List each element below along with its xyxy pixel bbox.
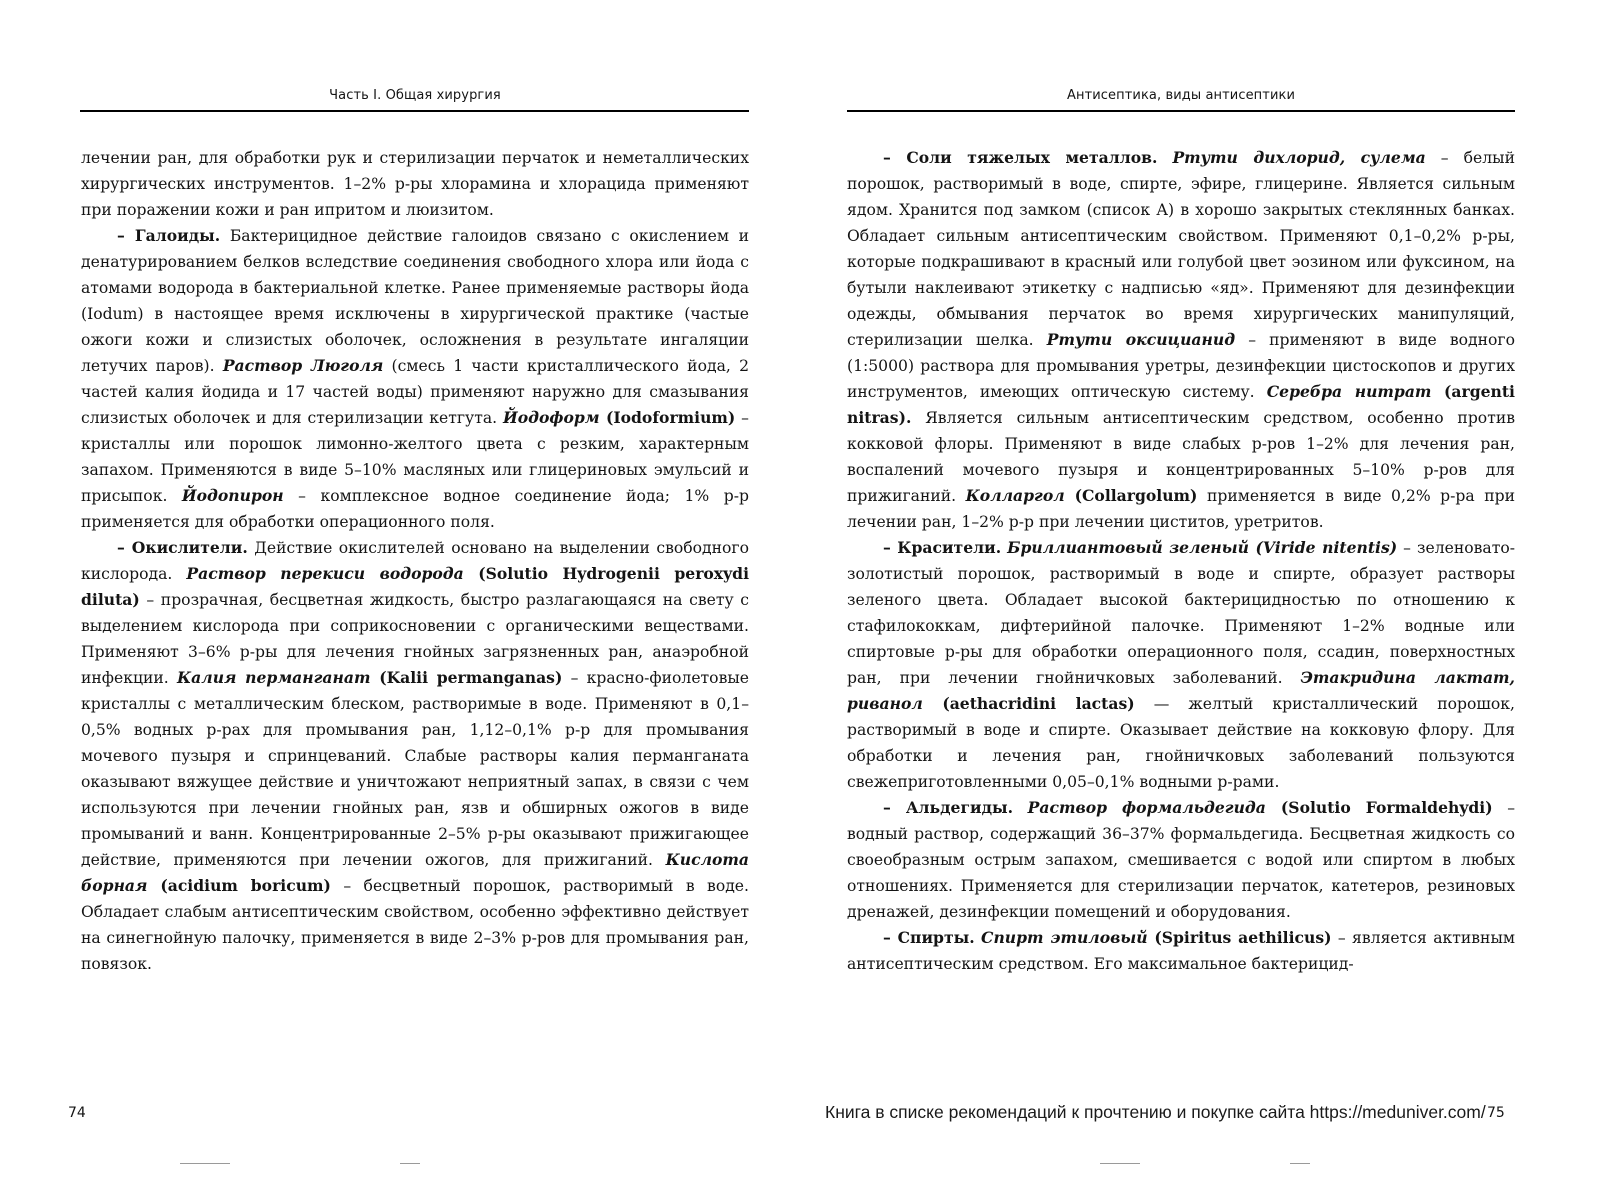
running-head: Часть I. Общая хирургия: [329, 88, 501, 103]
section-lead: – Окислители.: [117, 538, 248, 557]
text-run: [1013, 799, 1028, 817]
drug-name: Ртути оксицианид: [1046, 330, 1236, 349]
section-lead: – Альдегиды.: [883, 798, 1014, 817]
section-lead: – Красители.: [883, 538, 1002, 557]
text-run: – бесцветный порошок, растворимый в воде. Обладает слабым антисептическим свойством, особенно эффективно действует на синегнойную палочку, применяется в виде 2–3% р-ров для промывания ран, повязок.: [81, 877, 749, 973]
latin-name: (aethacridini lactas): [922, 694, 1135, 713]
website-watermark: Книга в списке рекомендаций к прочтению и покупке сайта https://meduniver.com/: [825, 1102, 1486, 1122]
paragraph-aldehydes: [847, 795, 1515, 925]
section-lead: – Спирты.: [883, 928, 975, 947]
header-rule: [80, 110, 749, 112]
latin-name: (acidium boricum): [147, 876, 331, 895]
text-run: – кристаллы или порошок лимонно-желтого цвета с резким, характерным запахом. Применяются в виде 5–10% масляных или глицериновых эмульсий и присыпок.: [81, 409, 749, 505]
running-head: Антисептика, виды антисептики: [1066, 88, 1295, 103]
text-run: – красно-фиолетовые кристаллы с металлическим блеском, растворимые в воде. Применяют в 0,1–0,5% водных р-рах для промывания ран, 1,12–0,1% р-р для промывания мочевого пузыря и спринцеваний. Слабые растворы калия перманганата оказывают вяжущее действие и уничтожают неприятный запах, в связи с чем используются при лечении гнойных ран, язв и обширных ожогов в виде промываний и ванн. Концентрированные 2–5% р-ры оказывают прижигающее действие, применяются при лечении ожогов, для прижиганий.: [81, 669, 749, 869]
header-rule: [847, 110, 1515, 112]
text-run: – комплексное водное соединение йода; 1% р-р применяется для обработки операционного поля.: [81, 487, 749, 531]
drug-name: Колларгол: [965, 486, 1065, 505]
section-lead: – Галоиды.: [117, 226, 221, 245]
latin-name: (Kalii permanganas): [370, 668, 563, 687]
drug-name: Раствор формальдегида: [1027, 798, 1266, 817]
drug-name: Бриллиантовый зеленый (Viride nitentis): [1007, 538, 1398, 557]
drug-name: Раствор Люголя: [222, 356, 384, 375]
section-lead: – Соли тяжелых металлов.: [883, 148, 1158, 167]
text-run: [1157, 149, 1172, 167]
right-page: [800, 0, 1600, 1190]
drug-name: Ртути дихлорид, сулема: [1172, 148, 1426, 167]
drug-name: Раствор перекиси водорода: [186, 564, 464, 583]
paragraph: лечении ран, для обработки рук и стерилизации перчаток и неметаллических хирургических инструментов. 1–2% р-ры хлорамина и хлорацида применяют при поражении кожи и ран ипритом и люизитом.: [81, 149, 749, 219]
paragraph-heavy-metals: [847, 145, 1515, 535]
text-run: (смесь 1 части кристаллического йода, 2 частей калия йодида и 17 частей воды) применяют наружно для смазывания слизистых оболочек и для стерилизации кетгута.: [81, 357, 749, 427]
drug-name: Серебра нитрат: [1266, 382, 1432, 401]
paragraph-haloids: [81, 223, 749, 535]
text-run: Бактерицидное действие галоидов связано с окислением и денатурированием белков вследствие соединения свободного хлора или йода с атомами водорода в бактериальной клетке. Ранее применяемые растворы йода (Iodum) в настоящее время исключены в хирургической практике (частые ожоги кожи и слизистых оболочек, осложнения в результате ингаляции летучих паров).: [81, 227, 749, 375]
page-number: 75: [1487, 1105, 1505, 1121]
paragraph-dyes: [847, 535, 1515, 795]
latin-name: (Iodoformium): [599, 408, 736, 427]
latin-name: (Collargolum): [1064, 486, 1198, 505]
latin-name: (argenti nitras).: [847, 382, 1515, 427]
text-run: Является сильным антисептическим средством, особенно против кокковой флоры. Применяют в виде слабых р-ров 1–2% для лечения ран, воспалений мочевого пузыря и концентрированных 5–10% р-ров для прижиганий.: [847, 409, 1515, 505]
scan-artifact: [180, 1163, 230, 1164]
text-run: применяется в виде 0,2% р-ра при лечении ран, 1–2% р-р при лечении циститов, уретритов.: [847, 487, 1515, 531]
text-run: – применяют в виде водного (1:5000) раствора для промывания уретры, дезинфекции цистоскопов и других инструментов, имеющих оптическую систему.: [847, 331, 1515, 401]
latin-name: (Solutio Formaldehydi): [1265, 798, 1493, 817]
text-run: – прозрачная, бесцветная жидкость, быстро разлагающаяся на свету с выделением кислорода при соприкосновении с органическими веществами. Применяют 3–6% р-ры для лечения гнойных загрязненных ран, анаэробной инфекции.: [81, 591, 749, 687]
drug-name: Йодоформ: [503, 408, 600, 427]
text-column: [81, 145, 749, 977]
text-run: — желтый кристаллический порошок, растворимый в воде и спирте. Оказывает действие на кокковую флору. Для обработки и лечения ран, гнойничковых заболеваний пользуются свежеприготовленными 0,05–0,1% водными р-рами.: [847, 695, 1515, 791]
latin-name: (Spiritus aethilicus): [1147, 928, 1332, 947]
scan-artifact: [1100, 1163, 1140, 1164]
text-run: – зеленовато-золотистый порошок, растворимый в воде и спирте, образует растворы зеленого цвета. Обладает высокой бактерицидностью по отношению к стафилококкам, дифтерийной палочке. Применяют 1–2% водные или спиртовые р-ры для обработки операционного поля, ссадин, поверхностных ран, при лечении гнойничковых заболеваний.: [847, 539, 1515, 687]
page-number: 74: [68, 1105, 86, 1121]
scan-artifact: [400, 1163, 420, 1164]
latin-name: (Solutio Hydrogenii peroxydi diluta): [81, 564, 749, 609]
text-run: – водный раствор, содержащий 36–37% формальдегида. Бесцветная жидкость со своеобразным острым запахом, смешивается с водой или спиртом в любых отношениях. Применяется для стерилизации перчаток, катетеров, резиновых дренажей, дезинфекции помещений и оборудования.: [847, 799, 1515, 921]
drug-name: Этакридина лактат, риванол: [847, 668, 1515, 713]
text-column: [847, 145, 1515, 977]
drug-name: Йодопирон: [181, 486, 284, 505]
drug-name: Кислота борная: [81, 850, 749, 895]
paragraph-oxidizers: [81, 535, 749, 977]
text-run: Действие окислителей основано на выделении свободного кислорода.: [81, 539, 749, 583]
drug-name: Спирт этиловый: [981, 928, 1148, 947]
text-run: – является активным антисептическим средством. Его максимальное бактерицид-: [847, 929, 1515, 973]
text-run: – белый порошок, растворимый в воде, спирте, эфире, глицерине. Является сильным ядом. Хранится под замком (список А) в хорошо закрытых стеклянных банках. Обладает сильным антисептическим свойством. Применяют 0,1–0,2% р-ры, которые подкрашивают в красный или голубой цвет эозином или фуксином, на бутыли наклеивают этикетку с надписью «яд». Применяют для дезинфекции одежды, обмывания перчаток во время хирургических манипуляций, стерилизации шелка.: [847, 149, 1515, 349]
drug-name: Калия перманганат: [177, 668, 371, 687]
scan-artifact: [1290, 1163, 1310, 1164]
paragraph-alcohols: [847, 925, 1515, 977]
